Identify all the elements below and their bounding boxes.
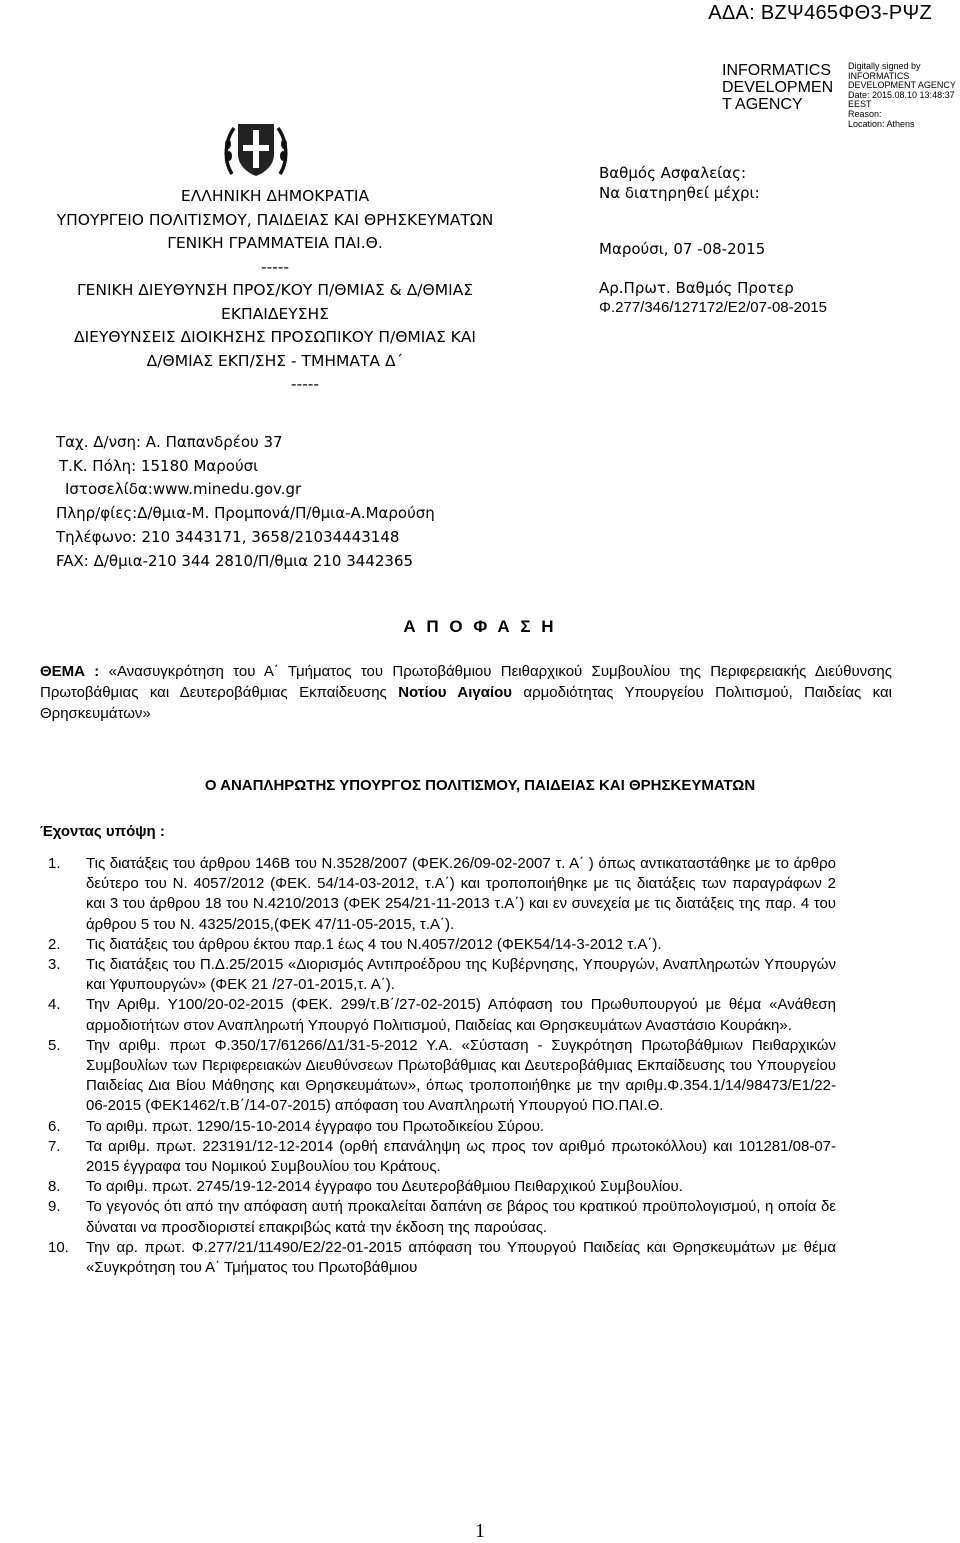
list-item (48, 1036, 836, 1117)
subject-text: «Ανασυγκρότηση του Α΄ Τμήματος του Πρωτοβάθμιου Πειθαρχικού Συμβουλίου της Περιφερειακής Διεύθυνσης Πρωτοβάθμιας και Δευτεροβάθμιας Εκπαίδευσης (40, 663, 892, 701)
subject-text-end: αρμοδιότητας Υπουργείου Πολιτισμού, Παιδείας και Θρησκευμάτων» (40, 684, 892, 722)
greek-coat-of-arms-icon (222, 118, 290, 182)
item-number: 7. (48, 1137, 61, 1155)
item-number: 3. (48, 956, 61, 974)
protocol-number: Φ.277/346/127172/Ε2/07-08-2015 (599, 299, 827, 316)
security-level: Βαθμός Ασφαλείας: (599, 164, 747, 182)
signature-detail-line: INFORMATICS (848, 70, 910, 81)
item-text: Την αρ. πρωτ. Φ.277/21/11490/Ε2/22-01-2015 απόφαση του Υπουργού Παιδείας και Θρησκευμάτων με θέμα «Συγκρότηση του Α΄ Τμήματος του Πρωτοβάθμιου (86, 1238, 836, 1277)
subject-region: Νοτίου Αιγαίου (398, 684, 513, 701)
retention: Να διατηρηθεί μέχρι: (599, 184, 760, 202)
item-text: Την Αριθμ. Υ100/20-02-2015 (ΦΕΚ. 299/τ.Β΄/27-02-2015) Απόφαση του Πρωθυπουργού με θέμα «Ανάθεση αρμοδιοτήτων στον Αναπληρωτή Υπουργό Πολιτισμού, Παιδείας και Θρησκευμάτων Αναστάσιο Κουράκη». (86, 996, 836, 1034)
contact-line: Πληρ/φίες:Δ/θμια-Μ. Προμπονά/Π/θμια-Α.Μαρούση (56, 504, 435, 523)
place-date: Μαρούσι, 07 -08-2015 (599, 240, 766, 258)
authority-line: ΓΕΝΙΚΗ ΔΙΕΥΘΥΝΣΗ ΠΡΟΣ/ΚΟΥ Π/ΘΜΙΑΣ & Δ/ΘΜΙΑΣ (76, 281, 474, 299)
authority-line: ΥΠΟΥΡΓΕΙΟ ΠΟΛΙΤΙΣΜΟΥ, ΠΑΙΔΕΙΑΣ ΚΑΙ ΘΡΗΣΚΕΥΜΑΤΩΝ (56, 210, 494, 229)
list-item (48, 1197, 836, 1237)
authority-line: ΔΙΕΥΘΥΝΣΕΙΣ ΔΙΟΙΚΗΣΗΣ ΠΡΟΣΩΠΙΚΟΥ Π/ΘΜΙΑΣ ΚΑΙ (73, 328, 477, 346)
contact-line: Τ.Κ. Πόλη: 15180 Μαρούσι (59, 456, 259, 475)
item-text: Το αριθμ. πρωτ. 2745/19-12-2014 έγγραφο του Δευτεροβάθμιου Πειθαρχικού Συμβουλίου. (86, 1178, 683, 1196)
list-item (48, 1177, 836, 1197)
subject (40, 661, 892, 724)
item-number: 9. (48, 1198, 61, 1216)
item-text: Την αριθμ. πρωτ Φ.350/17/61266/Δ1/31-5-2012 Υ.Α. «Σύσταση - Συγκρότηση Πρωτοβάθμιων Πειθαρχικών Συμβουλίων των Περιφερειακών Διευθύνσεων Πρωτοβάθμιας και Δευτεροβάθμιας Εκπαίδευσης του Υπουργείου Παιδείας Δια Βίου Μάθησης και Θρησκευμάτων», όπως τροποποιήθηκε με την αριθμ.Φ.354.1/14/98473/Ε1/22-06-2015 (ΦΕΚ1462/τ.Β΄/14-07-2015) απόφαση του Αναπληρωτή Υπουργού ΠΟ.ΠΑΙ.Θ. (86, 1036, 836, 1115)
signature-details (848, 62, 958, 129)
authority-line: ----- (291, 375, 319, 393)
contact-line: Ταχ. Δ/νση: Α. Παπανδρέου 37 (56, 433, 283, 451)
authority-line: Δ/ΘΜΙΑΣ ΕΚΠ/ΣΗΣ - ΤΜΗΜΑΤΑ Δ΄ (146, 351, 404, 370)
list-item (48, 854, 836, 935)
list-item (48, 1238, 836, 1278)
contact-line: Ιστοσελίδα:www.minedu.gov.gr (65, 480, 302, 499)
document-title: Α Π Ο Φ Α Σ Η (403, 617, 557, 636)
list-item (48, 1137, 836, 1177)
item-number: 6. (48, 1117, 61, 1135)
item-number: 4. (48, 996, 61, 1014)
signature-name-line: T AGENCY (722, 96, 803, 113)
item-text: Τις διατάξεις του Π.Δ.25/2015 «Διορισμός Αντιπροέδρου της Κυβέρνησης, Υπουργών, Αναπληρωτών Υπουργών και Υφυπουργών» (ΦΕΚ 21 /27-01-2015,τ. Α΄). (86, 956, 836, 994)
signature-detail-line: Digitally signed by (848, 61, 921, 71)
contact-line: Τηλέφωνο: 210 3443171, 3658/21034443148 (56, 527, 400, 546)
authority-line: ΕΚΠΑΙΔΕΥΣΗΣ (221, 304, 329, 323)
list-item (48, 955, 836, 995)
subject-label: ΘΕΜΑ : (40, 663, 100, 680)
item-text: Τα αριθμ. πρωτ. 223191/12-12-2014 (ορθή επανάληψη ως προς τον αριθμό πρωτοκόλλου) και 101281/08-07-2015 έγγραφα του Νομικού Συμβουλίου του Κράτους. (86, 1137, 836, 1176)
item-number: 10. (48, 1238, 69, 1256)
item-text: Τις διατάξεις του άρθρου έκτου παρ.1 έως 4 του Ν.4057/2012 (ΦΕΚ54/14-3-2012 τ.Α΄). (86, 935, 662, 953)
item-number: 5. (48, 1036, 61, 1054)
signature-detail-line: Date: 2015.08.10 13:48:37 (848, 89, 955, 100)
signature-name-line: DEVELOPMEN (722, 79, 834, 96)
item-number: 2. (48, 935, 61, 953)
signature-name-line: INFORMATICS (722, 62, 832, 79)
signature-detail-line: Location: Athens (848, 118, 915, 129)
item-text: Το αριθμ. πρωτ. 1290/15-10-2014 έγγραφο του Πρωτοδικείου Σύρου. (86, 1117, 545, 1135)
page-number: 1 (475, 1520, 485, 1542)
signature-detail-line: DEVELOPMENT AGENCY (848, 80, 956, 91)
signature-name (722, 62, 842, 113)
authority-line: ΕΛΛΗΝΙΚΗ ΔΗΜΟΚΡΑΤΙΑ (180, 187, 370, 205)
document-meta (599, 163, 827, 318)
contact-block (56, 431, 435, 573)
contact-line: FAX: Δ/θμια-210 344 2810/Π/θμια 210 3442365 (56, 551, 414, 570)
item-text: Το γεγονός ότι από την απόφαση αυτή προκαλείται δαπάνη σε βάρος του κρατικού προϋπολογισμού, η οποία δε δύναται να προσδιοριστεί επακριβώς κατά την έκδοση της παρούσας. (86, 1198, 836, 1236)
signature-detail-line: EEST (848, 99, 872, 110)
item-number: 1. (48, 855, 61, 872)
list-item (48, 1117, 836, 1137)
issuing-authority (0, 185, 550, 397)
authority-line: ΓΕΝΙΚΗ ΓΡΑΜΜΑΤΕΙΑ ΠΑΙ.Θ. (167, 234, 383, 252)
ada-code: ΑΔΑ: ΒΖΨ465ΦΘ3-ΡΨΖ (708, 2, 932, 24)
authority-line: ----- (261, 257, 289, 276)
item-text: Τις διατάξεις του άρθρου 146Β του Ν.3528/2007 (ΦΕΚ.26/09-02-2007 τ. Α΄ ) όπως αντικαταστάθηκε με το άρθρο δεύτερο του Ν. 4057/2012 (ΦΕΚ. 54/14-03-2012, τ.Α΄) και τροποποιήθηκε με τις διατάξεις των παραγράφων 2 και 3 του άρθρου 18 του Ν.4210/2013 (ΦΕΚ 254/21-11-2013 τ.Α΄) και εν συνεχεία με τις διατάξεις της παρ. 4 του άρθρου 5 του Ν. 4325/2015,(ΦΕΚ 47/11-05-2015, τ.Α΄). (86, 855, 836, 933)
minister-heading: Ο ΑΝΑΠΛΗΡΩΤΗΣ ΥΠΟΥΡΓΟΣ ΠΟΛΙΤΙΣΜΟΥ, ΠΑΙΔΕΙΑΣ ΚΑΙ ΘΡΗΣΚΕΥΜΑΤΩΝ (204, 777, 756, 794)
considering-label: Έχοντας υπόψη : (40, 823, 165, 840)
list-item (48, 935, 836, 955)
item-number: 8. (48, 1178, 61, 1196)
list-item (48, 995, 836, 1035)
protocol-label: Αρ.Πρωτ. Βαθμός Προτερ (599, 279, 794, 297)
signature-detail-line: Reason: (848, 108, 882, 119)
considerations-list (48, 854, 836, 1278)
